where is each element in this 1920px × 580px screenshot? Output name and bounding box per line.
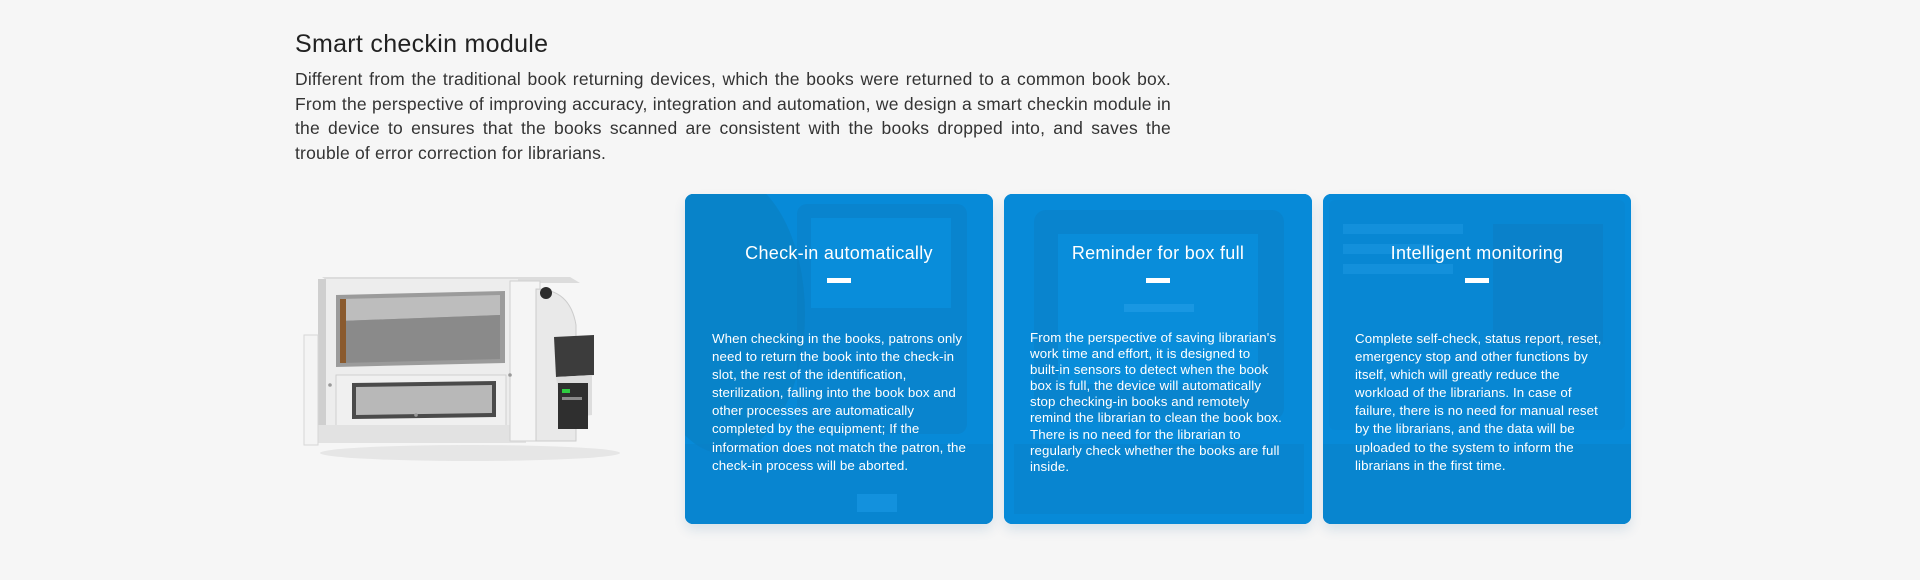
card-text: From the perspective of saving librarian's work time and effort, it is designed to built-in sensors to detect when the book box is full, the device will automatically stop checking-in books and remotely remind the librarian to clean the book box. There is no need for the librarian to regularly check whether the books are full inside. (1030, 330, 1282, 474)
card-text: When checking in the books, patrons only need to return the book into the check-in slot, the rest of the identification, sterilization, falling into the book box and other processes are automatically completed by the equipment; If the information does not match the patron, the check-in process will be aborted. (712, 331, 967, 473)
feature-cards (685, 194, 1631, 524)
feature-card-intelligent-monitoring (1323, 194, 1631, 524)
card-text: Complete self-check, status report, reset, emergency stop and other functions by itself, which will greatly reduce the workload of the librarians. In case of failure, there is no need for manual reset by the librarians, and the data will be uploaded to the system to inform the librarians in the first time. (1355, 331, 1602, 473)
section-description: Different from the traditional book returning devices, which the books were returned to a common book box. From the perspective of improving accuracy, integration and automation, we design a smart checkin module in the device to ensures that the books scanned are consistent with the books dropped into, and saves the trouble of error correction for librarians. (295, 69, 1171, 163)
feature-card-reminder-box-full (1004, 194, 1312, 524)
card-title: Reminder for box full (1071, 243, 1245, 263)
title-dash (827, 278, 851, 283)
feature-card-check-in-automatically (685, 194, 993, 524)
section-title: Smart checkin module (295, 30, 549, 58)
checkin-module-image (300, 265, 630, 465)
card-title: Check-in automatically (745, 243, 933, 263)
card-title: Intelligent monitoring (1390, 243, 1564, 263)
title-dash (1465, 278, 1489, 283)
title-dash (1146, 278, 1170, 283)
